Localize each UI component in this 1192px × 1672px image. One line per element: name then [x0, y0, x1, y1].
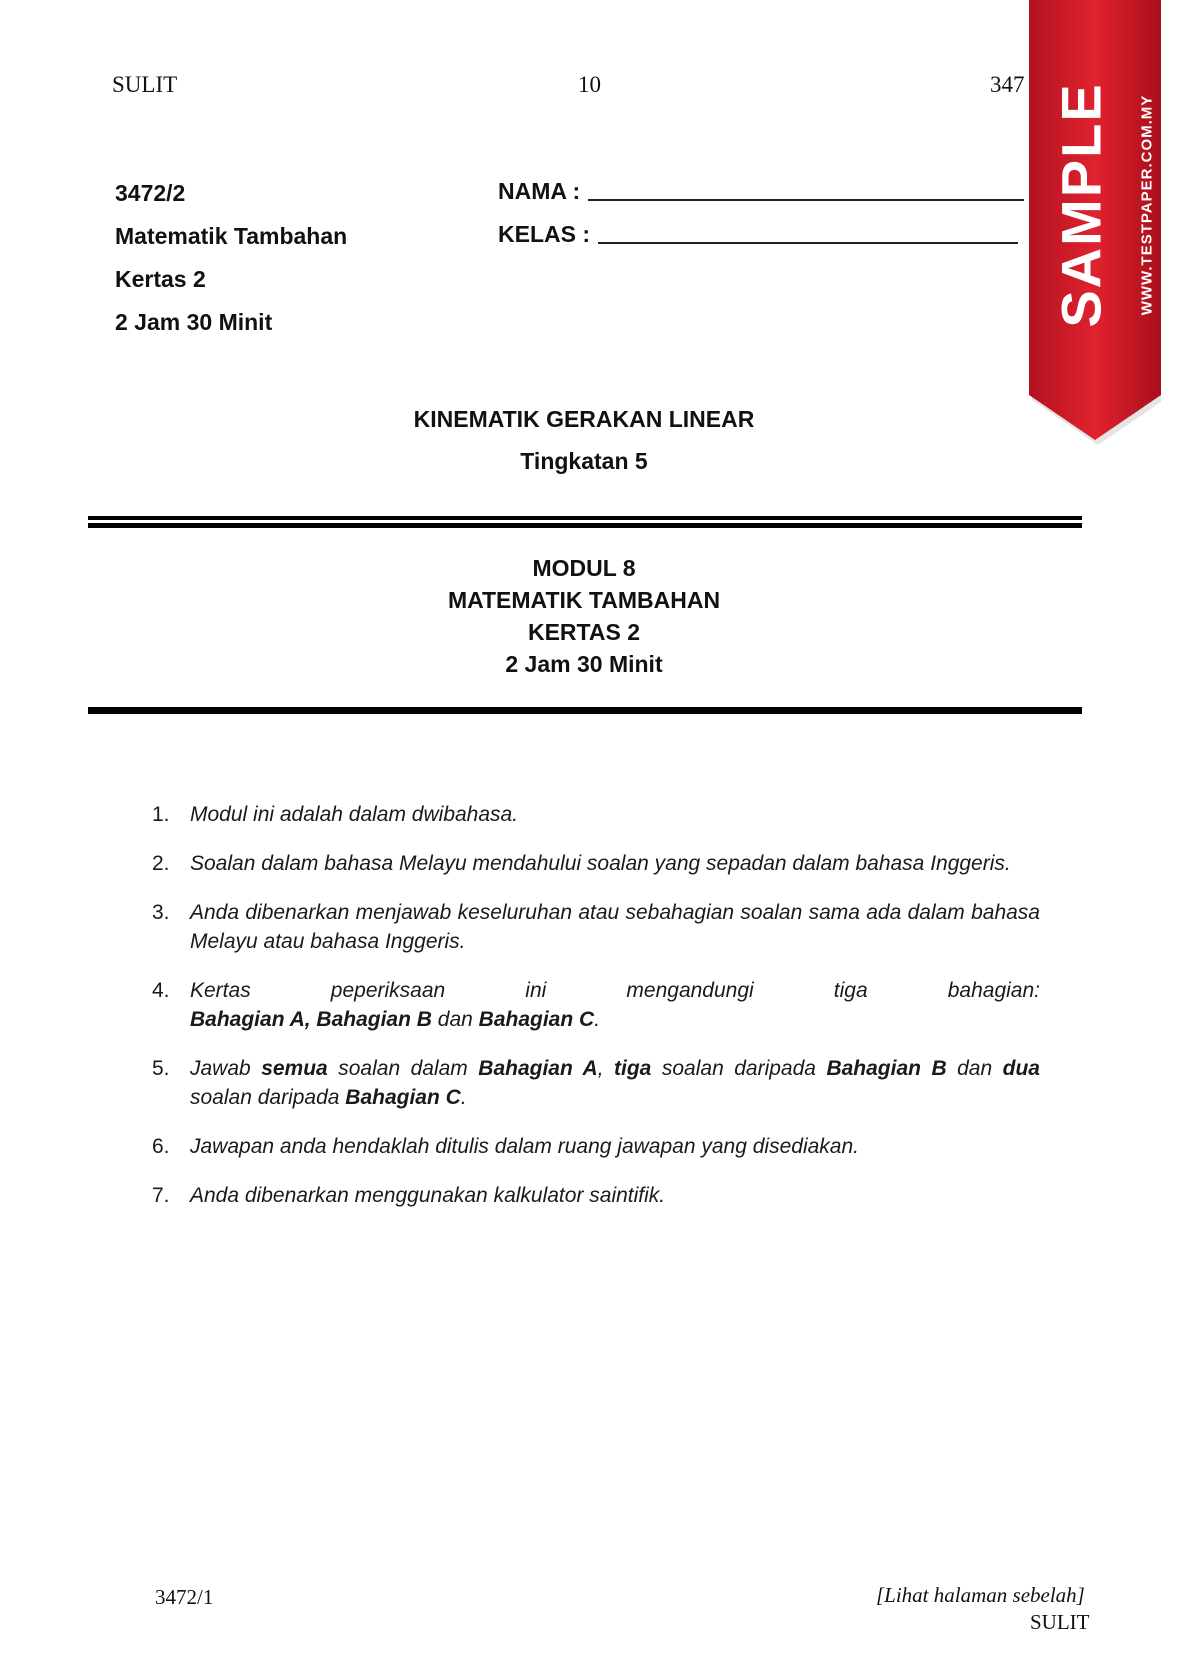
list-item: 7. Anda dibenarkan menggunakan kalkulator saintifik. — [152, 1184, 666, 1207]
paper-number: Kertas 2 — [115, 266, 206, 292]
sample-ribbon — [1025, 0, 1161, 445]
footer-next-page: [Lihat halaman sebelah] — [876, 1583, 1085, 1607]
header-page-number: 10 — [578, 72, 601, 97]
header-code: 347 — [990, 72, 1025, 97]
module-number: MODUL 8 — [532, 555, 636, 581]
list-item: 5. Jawab semua soalan dalam Bahagian A, tiga soalan daripada Bahagian B dan dua soalan daripada Bahagian C. — [152, 1057, 1040, 1109]
nama-blank-line[interactable] — [588, 199, 1024, 201]
list-item: 4. Kertas peperiksaan ini mengandungi tiga bahagian: Bahagian A, Bahagian B dan Bahagian C. — [152, 979, 1040, 1031]
list-item: 1. Modul ini adalah dalam dwibahasa. — [152, 803, 519, 826]
topic-title: KINEMATIK GERAKAN LINEAR — [413, 406, 755, 432]
paper-info — [115, 178, 347, 350]
module-subject: MATEMATIK TAMBAHAN — [447, 587, 721, 613]
module-duration: 2 Jam 30 Minit — [505, 651, 663, 677]
ribbon-sample-label: SAMPLE — [1049, 82, 1113, 328]
paper-duration: 2 Jam 30 Minit — [115, 309, 273, 335]
paper-code: 3472/2 — [115, 180, 186, 206]
module-paper: KERTAS 2 — [527, 619, 641, 645]
list-item: 2. Soalan dalam bahasa Melayu mendahului soalan yang sepadan dalam bahasa Inggeris. — [152, 852, 1011, 875]
kelas-label: KELAS : — [498, 221, 590, 247]
ribbon-url: WWW.TESTPAPER.COM.MY — [1138, 94, 1156, 316]
header-sulit: SULIT — [112, 72, 178, 97]
footer-code: 3472/1 — [155, 1585, 214, 1609]
nama-label: NAMA : — [498, 178, 581, 204]
list-item: 3. Anda dibenarkan menjawab keseluruhan atau sebahagian soalan sama ada dalam bahasa Melayu atau bahasa Inggeris. — [152, 901, 1040, 953]
double-divider — [88, 516, 1082, 528]
list-item: 6. Jawapan anda hendaklah ditulis dalam ruang jawapan yang disediakan. — [152, 1135, 859, 1158]
kelas-field[interactable] — [498, 221, 1018, 248]
footer-sulit: SULIT — [1030, 1610, 1090, 1634]
paper-subject: Matematik Tambahan — [115, 223, 348, 249]
form-level: Tingkatan 5 — [520, 448, 648, 474]
instructions-list — [152, 800, 1040, 1230]
nama-field[interactable] — [498, 178, 1024, 205]
kelas-blank-line[interactable] — [598, 242, 1018, 244]
module-heading — [86, 552, 1082, 680]
thick-divider — [88, 707, 1082, 714]
